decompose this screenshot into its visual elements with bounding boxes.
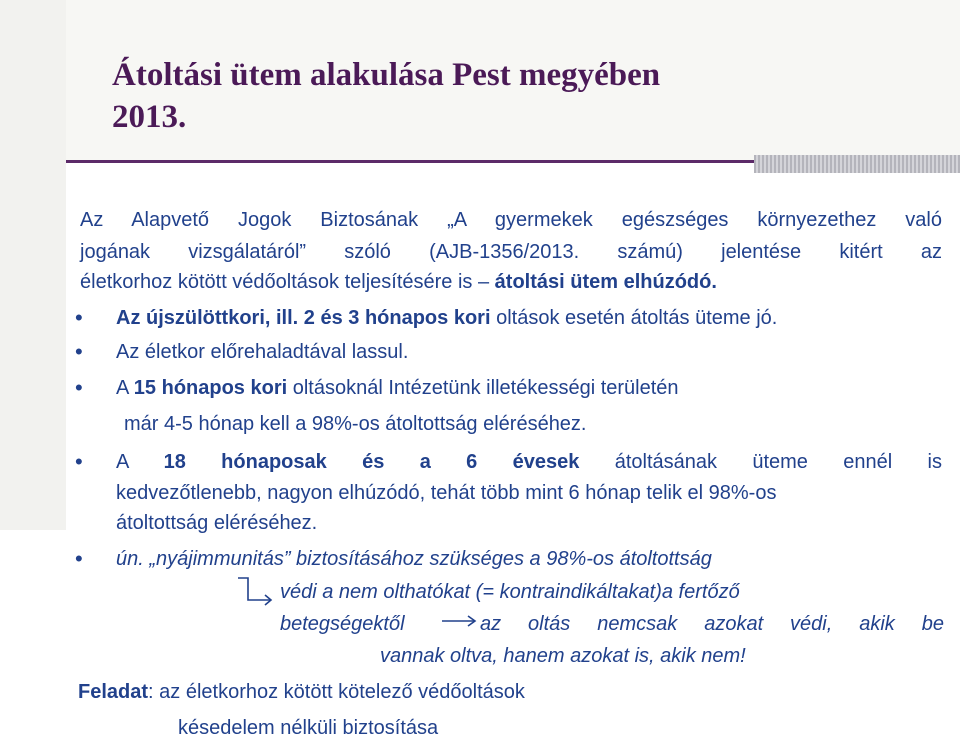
bullet-1 xyxy=(116,306,777,330)
bullet-5-sub-2b: az oltás nemcsak azokat védi, akik be xyxy=(480,613,944,635)
bullet-3-pre: A xyxy=(116,377,134,399)
arrow-down-right-icon xyxy=(236,576,276,606)
bullet-5-sub-3: vannak oltva, hanem azokat is, akik nem! xyxy=(380,645,746,667)
bullet-4-bold: 18 hónaposak és a 6 évesek xyxy=(163,451,580,473)
bullet-4-line-2: kedvezőtlenebb, nagyon elhúzódó, tehát több mint 6 hónap telik el 98%-os xyxy=(116,482,777,504)
bullet-marker: • xyxy=(75,375,83,400)
bullet-2: Az életkor előrehaladtával lassul. xyxy=(116,341,409,363)
bullet-4-pre: A xyxy=(116,451,164,473)
bullet-3-line-2: már 4-5 hónap kell a 98%-os átoltottság eléréséhez. xyxy=(124,413,587,435)
intro-line-3 xyxy=(80,270,717,294)
intro-line-3-text: életkorhoz kötött védőoltások teljesítésére is – xyxy=(80,271,495,293)
intro-line-2: jogának vizsgálatáról” szóló (AJB-1356/2013. számú) jelentése kitért az xyxy=(80,241,942,263)
bullet-3 xyxy=(116,376,679,400)
task-line-2: késedelem nélküli biztosítása xyxy=(178,717,439,739)
bullet-3-bold: 15 hónapos kori xyxy=(133,377,288,399)
bullet-marker: • xyxy=(75,305,83,330)
intro-line-1: Az Alapvető Jogok Biztosának „A gyermekek egészséges környezethez való xyxy=(80,209,942,231)
bullet-4 xyxy=(116,450,942,474)
bullet-5-sub-1: védi a nem olthatókat (= kontraindikáltakat)a fertőző xyxy=(280,581,740,603)
bullet-4-line-3: átoltottság eléréséhez. xyxy=(116,512,318,534)
bullet-5: ún. „nyájimmunitás” biztosításához szükséges a 98%-os átoltottság xyxy=(116,548,712,570)
bullet-marker: • xyxy=(75,546,83,571)
bullet-4-text: átoltásának üteme ennél is xyxy=(614,451,942,473)
title-line-2: 2013. xyxy=(112,99,187,135)
intro-highlight: átoltási ütem elhúzódó. xyxy=(494,271,717,293)
bullet-marker: • xyxy=(75,449,83,474)
bullet-marker: • xyxy=(75,339,83,364)
bullet-1-text: oltások esetén átoltás üteme jó. xyxy=(490,307,778,329)
task-label: Feladat xyxy=(78,681,149,703)
arrow-right-icon xyxy=(440,614,480,628)
bullet-1-bold: Az újszülöttkori, ill. 2 és 3 hónapos kori xyxy=(116,307,491,329)
task-line-1 xyxy=(78,680,525,704)
bullet-5-sub-2a: betegségektől xyxy=(280,613,405,635)
task-text: : az életkorhoz kötött kötelező védőoltások xyxy=(148,681,525,703)
bullet-3-text: oltásoknál Intézetünk illetékességi területén xyxy=(287,377,679,399)
title-line-1: Átoltási ütem alakulása Pest megyében xyxy=(112,57,661,93)
